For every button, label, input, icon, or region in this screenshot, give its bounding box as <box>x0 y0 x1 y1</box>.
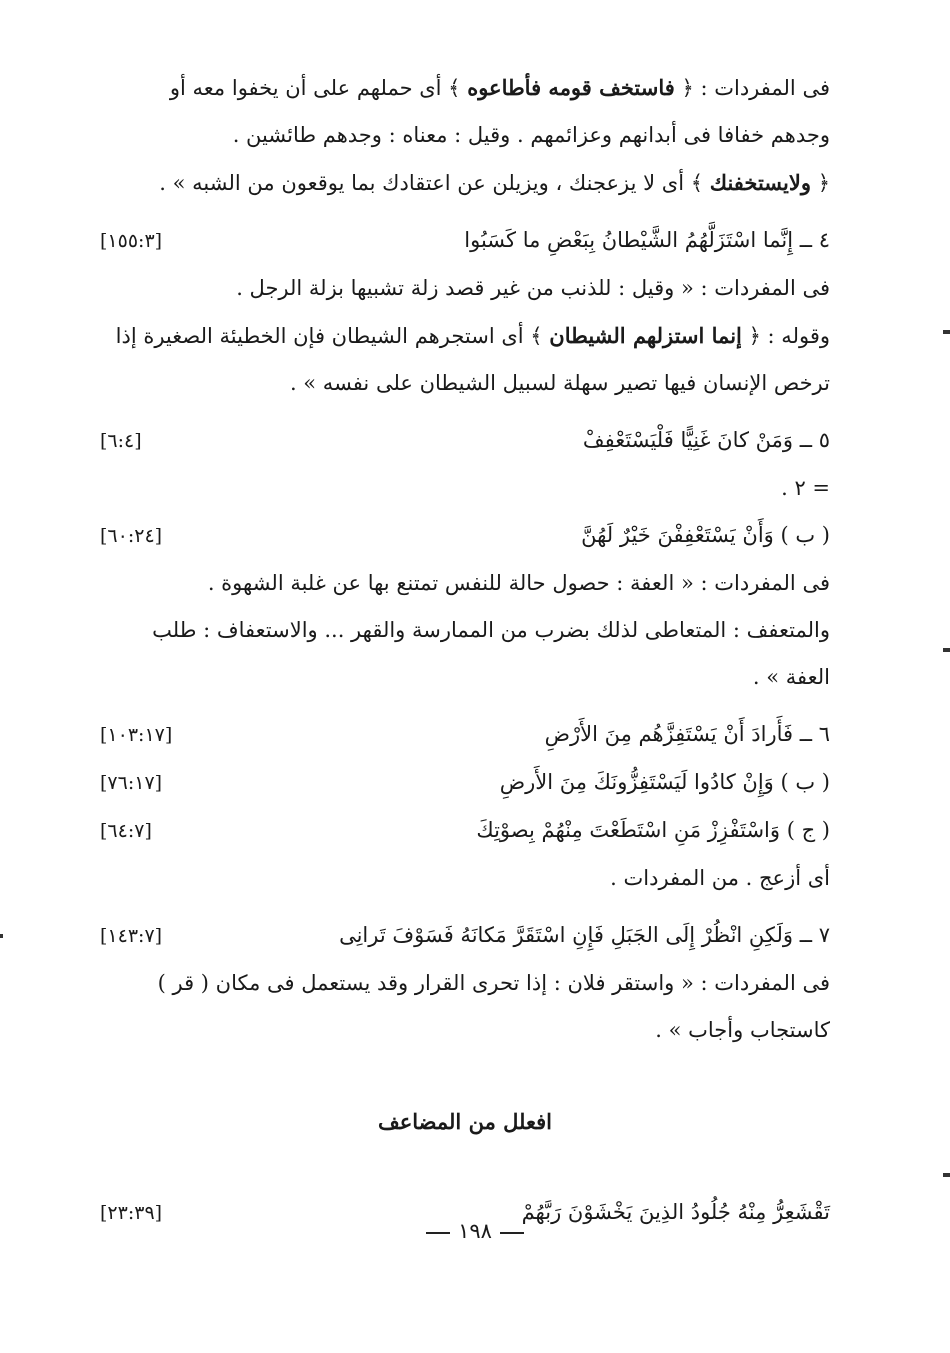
verse-4 <box>100 217 830 265</box>
text-line: أى أزعج . من المفردات . <box>610 866 830 890</box>
bold-quote: إنما استزلهم الشيطان <box>549 323 742 348</box>
text-line: = ٢ . <box>781 476 830 500</box>
section-heading: افعلل من المضاعف <box>378 1109 552 1134</box>
text-line: فى المفردات : « العفة : حصول حالة للنفس تمتنع بها عن غلبة الشهوة . <box>207 571 830 595</box>
text-line: وجدهم خفافا فى أبدانهم وعزائمهم . وقيل : معناه : وجدهم طائشين . <box>232 123 830 147</box>
bold-quote: ولايستخفنك <box>709 170 811 195</box>
verse-reference: [٢٣:٣٩] <box>100 1202 163 1224</box>
verse-text: تَقْشَعِرُّ مِنْهُ جُلُودُ الذِينَ يَخْشَوْنَ رَبَّهُمْ <box>521 1200 830 1224</box>
verse-5 <box>100 417 830 465</box>
verse-reference: [١٤٣:٧] <box>100 925 163 947</box>
verse-7 <box>100 912 830 960</box>
verse-6c <box>100 807 830 855</box>
verse-text: ( ج ) وَاسْتَفْزِزْ مَنِ اسْتَطَعْتَ مِنْهُمْ بِصوْتِكَ <box>476 818 830 842</box>
scan-mark <box>0 934 3 938</box>
verse-6b <box>100 759 830 807</box>
verse-reference: [١٥٥:٣] <box>100 230 163 252</box>
verse-text: ٥ ــ وَمَنْ كانَ غَنِيًّا فَلْيَسْتَعْفِفْ <box>582 428 830 452</box>
text-line: وقوله : ﴿ إنما استزلهم الشيطان ﴾ أى استجرهم الشيطان فإن الخطيئة الصغيرة إذا <box>115 323 830 348</box>
text-line: فى المفردات : « وقيل : للذنب من غير قصد زلة تشبيها بزلة الرجل . <box>236 276 830 300</box>
scan-mark <box>943 648 950 652</box>
verse-reference: [٦٤:٧] <box>100 820 152 842</box>
verse-reference: [٦:٤] <box>100 430 142 452</box>
paragraph-1 <box>100 64 830 207</box>
page-body <box>100 64 830 1237</box>
text-line: ﴿ ولايستخفنك ﴾ أى لا يزعجنك ، ويزيلن عن اعتقادك بما يوقعون من الشبه » . <box>159 170 830 195</box>
scan-mark <box>943 330 950 334</box>
scan-mark <box>943 1173 950 1177</box>
text-line: كاستجاب وأجاب » . <box>655 1018 830 1042</box>
verse-text: ٦ ــ فَأَرادَ أَنْ يَسْتَفِزَّهُم مِنَ الأَرْضِ <box>544 722 830 746</box>
paragraph-3 <box>100 560 830 701</box>
text-line: فى المفردات : « واستقر فلان : إذا تحرى القرار وقد يستعمل فى مكان ( قر ) <box>157 971 830 995</box>
verse-6 <box>100 711 830 759</box>
verse-text: ( ب ) وَأَنْ يَسْتَعْفِفْنَ خَيْرٌ لَهُنَّ <box>581 523 830 547</box>
verse-text: ٧ ــ وَلَكِنِ انْظُرْ إِلَى الجَبَلِ فَإِنِ اسْتَقَرَّ مَكانَهُ فَسَوْفَ تَرانِى <box>339 923 830 947</box>
verse-text: ٤ ــ إِنَّما اسْتَزَلَّهُمُ الشَّيْطانُ بِبَعْضِ ما كَسَبُوا <box>464 228 830 252</box>
verse-text: ( ب ) وَإِنْ كادُوا لَيَسْتَفِزُّونَكَ مِنَ الأَرضِ <box>499 770 830 794</box>
text-line: العفة » . <box>752 665 830 689</box>
paragraph-4 <box>100 960 830 1054</box>
text-line: ترخص الإنسان فيها تصير سهلة لسبيل الشيطان على نفسه » . <box>289 371 830 395</box>
dash-right <box>426 1232 450 1234</box>
verse-reference: [٦٠:٢٤] <box>100 525 163 547</box>
verse-reference: [٧٦:١٧] <box>100 772 163 794</box>
page-number: ١٩٨ <box>0 1219 950 1243</box>
paragraph-2 <box>100 265 830 407</box>
bold-quote: فاستخف قومه فأطاعوه <box>467 75 675 100</box>
verse-5b <box>100 512 830 560</box>
text-line: فى المفردات : ﴿ فاستخف قومه فأطاعوه ﴾ أى حملهم على أن يخفوا معه أو <box>169 75 830 100</box>
dash-left <box>500 1232 524 1234</box>
text-line: والمتعفف : المتعاطى لذلك بضرب من الممارسة والقهر ... والاستعفاف : طلب <box>152 618 830 642</box>
verse-reference: [١٠٣:١٧] <box>100 724 173 746</box>
